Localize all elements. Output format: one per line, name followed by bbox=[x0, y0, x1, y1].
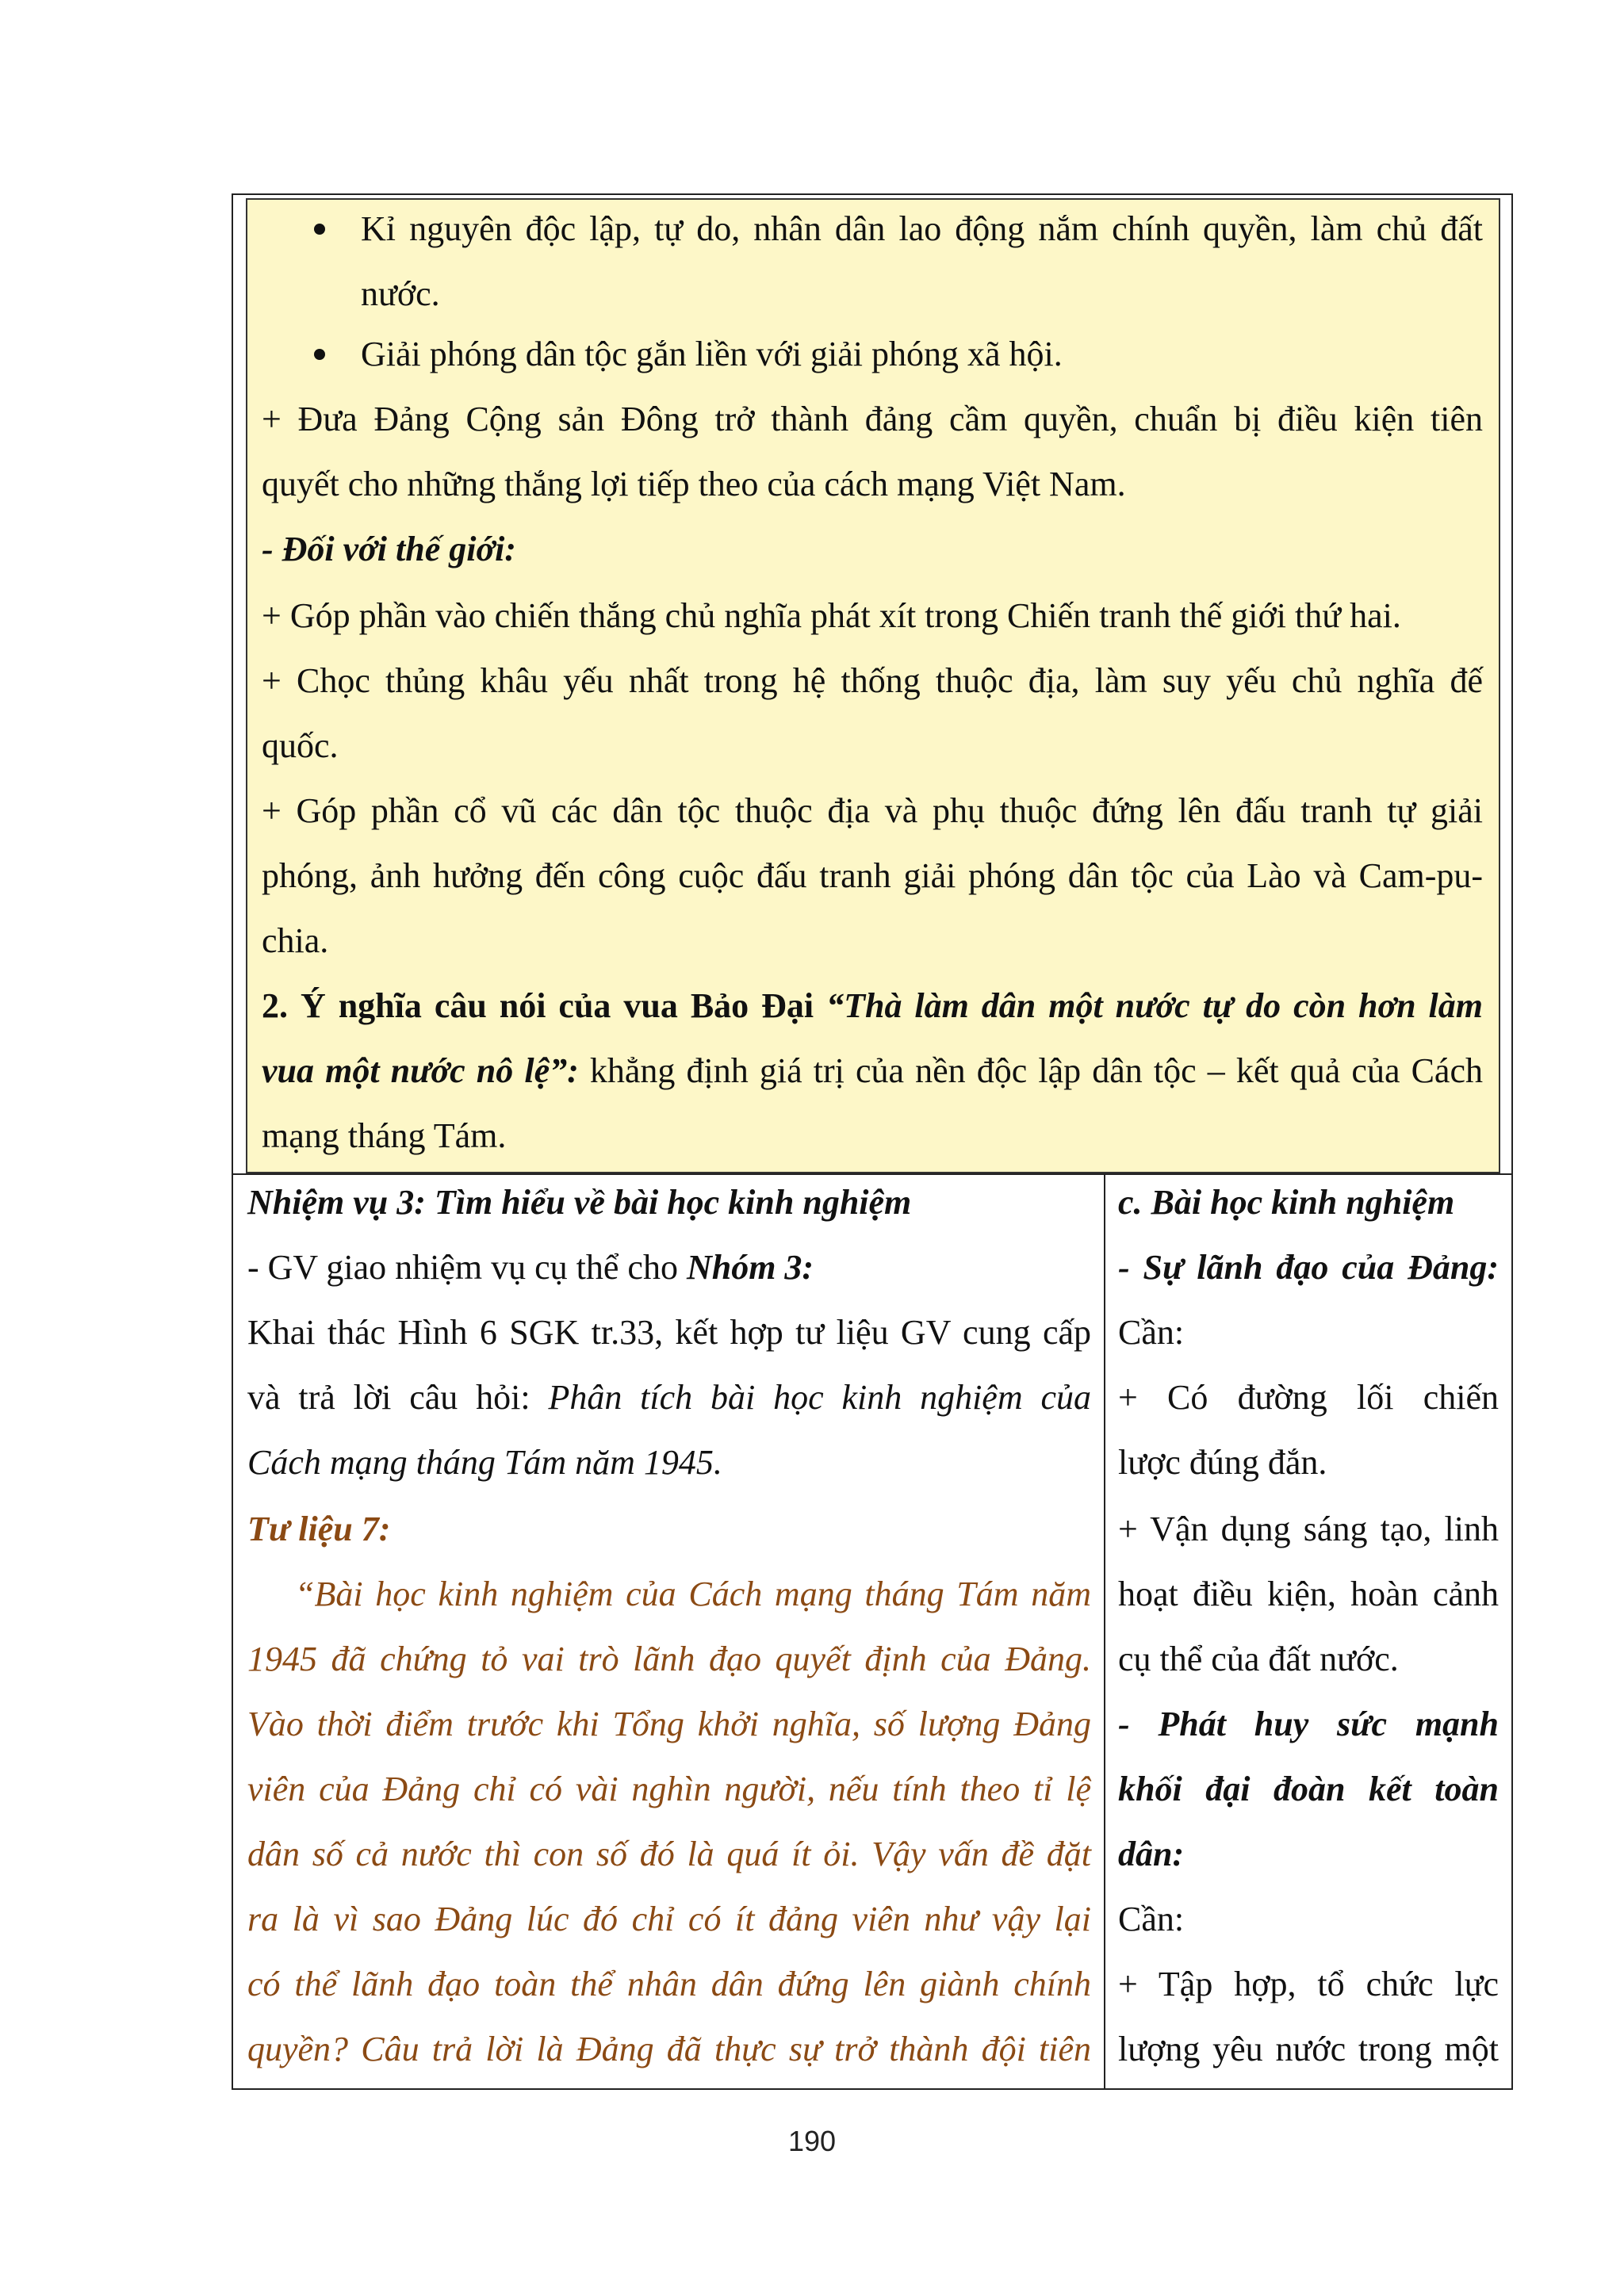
task-title: Nhiệm vụ 3: Tìm hiểu về bài học kinh nghiệm bbox=[247, 1183, 912, 1222]
meaning-title: 2. Ý nghĩa câu nói của vua Bảo Đại bbox=[262, 986, 827, 1025]
lesson-line: cụ thể của đất nước. bbox=[1118, 1640, 1399, 1678]
paragraph-line: + Góp phần vào chiến thắng chủ nghĩa phát xít trong Chiến tranh thế giới thứ hai. bbox=[262, 596, 1401, 635]
bullet-icon bbox=[314, 224, 325, 235]
page-number: 190 bbox=[787, 2125, 837, 2157]
paragraph-line: phóng, ảnh hưởng đến công cuộc đấu tranh giải phóng dân tộc của Lào và Cam-pu- bbox=[262, 856, 1483, 895]
bullet-text: Kỉ nguyên độc lập, tự do, nhân dân lao động nắm chính quyền, làm chủ đất bbox=[361, 209, 1483, 248]
meaning-text: khẳng định giá trị của nền độc lập dân tộc – kết quả của Cách bbox=[578, 1051, 1483, 1090]
bullet-icon bbox=[314, 349, 325, 360]
meaning-line bbox=[262, 974, 1483, 1039]
lesson-line: hoạt điều kiện, hoàn cảnh bbox=[1118, 1575, 1499, 1613]
meaning-quote: “Thà làm dân một nước tự do còn hơn làm bbox=[826, 986, 1483, 1025]
bullet-text: nước. bbox=[361, 274, 440, 313]
paragraph-line bbox=[247, 1365, 1091, 1430]
bullet-text: Giải phóng dân tộc gắn liền với giải phóng xã hội. bbox=[361, 335, 1063, 373]
need-label: Cần: bbox=[1118, 1900, 1185, 1938]
quote-line: quyền? Câu trả lời là Đảng đã thực sự trở thành đội tiên bbox=[247, 2030, 1091, 2068]
assign-text: - GV giao nhiệm vụ cụ thể cho bbox=[247, 1248, 687, 1287]
assign-line bbox=[247, 1235, 1091, 1300]
unity-heading: - Phát huy sức mạnh bbox=[1118, 1705, 1499, 1743]
meaning-line bbox=[262, 1039, 1483, 1104]
lesson-line: + Tập hợp, tổ chức lực bbox=[1118, 1965, 1499, 2003]
quote-line: dân số cả nước thì con số đó là quá ít ỏi. Vậy vấn đề đặt bbox=[247, 1835, 1091, 1873]
paragraph-line: chia. bbox=[262, 921, 329, 960]
lesson-line: + Có đường lối chiến bbox=[1118, 1378, 1499, 1417]
meaning-quote: vua một nước nô lệ”: bbox=[262, 1051, 579, 1090]
quote-line: 1945 đã chứng tỏ vai trò lãnh đạo quyết định của Đảng. bbox=[247, 1640, 1091, 1678]
quote-line: “Bài học kinh nghiệm của Cách mạng tháng Tám năm bbox=[295, 1575, 1091, 1613]
document-heading: Tư liệu 7: bbox=[247, 1510, 391, 1548]
group-label: Nhóm 3: bbox=[686, 1248, 814, 1287]
question-text: Cách mạng tháng Tám năm 1945. bbox=[247, 1443, 722, 1482]
section-heading: - Đối với thế giới: bbox=[262, 530, 516, 568]
paragraph-line: + Đưa Đảng Cộng sản Đông trở thành đảng cầm quyền, chuẩn bị điều kiện tiên bbox=[262, 400, 1483, 438]
table-column-divider bbox=[1104, 1173, 1105, 2090]
paragraph-line: + Góp phần cổ vũ các dân tộc thuộc địa và phụ thuộc đứng lên đấu tranh tự giải bbox=[262, 791, 1483, 830]
leadership-heading: - Sự lãnh đạo của Đảng: bbox=[1118, 1248, 1499, 1287]
unity-heading: dân: bbox=[1118, 1835, 1185, 1873]
question-text: Phân tích bài học kinh nghiệm của bbox=[548, 1378, 1091, 1417]
paragraph-line: + Chọc thủng khâu yếu nhất trong hệ thống thuộc địa, làm suy yếu chủ nghĩa đế bbox=[262, 661, 1483, 700]
quote-line: viên của Đảng chỉ có vài nghìn người, nếu tính theo tỉ lệ bbox=[247, 1770, 1091, 1808]
quote-line: Vào thời điểm trước khi Tổng khởi nghĩa, số lượng Đảng bbox=[247, 1705, 1091, 1743]
lesson-line: lược đúng đắn. bbox=[1118, 1443, 1327, 1482]
question-prefix: và trả lời câu hỏi: bbox=[247, 1378, 549, 1417]
quote-line: ra là vì sao Đảng lúc đó chỉ có ít đảng viên như vậy lại bbox=[247, 1900, 1091, 1938]
paragraph-line: mạng tháng Tám. bbox=[262, 1116, 507, 1155]
paragraph-line: Khai thác Hình 6 SGK tr.33, kết hợp tư liệu GV cung cấp bbox=[247, 1313, 1091, 1352]
quote-line: có thể lãnh đạo toàn thể nhân dân đứng lên giành chính bbox=[247, 1965, 1091, 2003]
unity-heading: khối đại đoàn kết toàn bbox=[1118, 1770, 1499, 1808]
need-label: Cần: bbox=[1118, 1313, 1185, 1352]
paragraph-line: quốc. bbox=[262, 726, 339, 765]
lesson-line: lượng yêu nước trong một bbox=[1118, 2030, 1499, 2068]
lesson-line: + Vận dụng sáng tạo, linh bbox=[1118, 1510, 1499, 1548]
lessons-heading: c. Bài học kinh nghiệm bbox=[1118, 1183, 1455, 1222]
paragraph-line: quyết cho những thắng lợi tiếp theo của cách mạng Việt Nam. bbox=[262, 465, 1126, 503]
